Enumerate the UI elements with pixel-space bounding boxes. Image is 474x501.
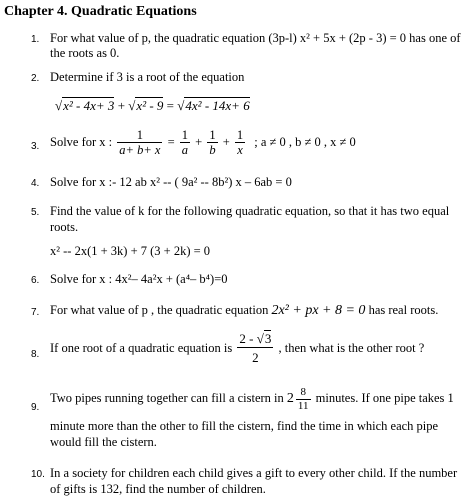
question-9-line-2: minute more than the other to fill the cistern, find the time in which each pipe bbox=[50, 419, 439, 433]
question-5-line-2: roots. bbox=[50, 220, 79, 234]
question-7-text bbox=[50, 303, 438, 319]
radical-sign: √ bbox=[55, 98, 63, 113]
fraction bbox=[207, 128, 217, 158]
denominator: b bbox=[209, 143, 216, 158]
question-7-lead: For what value of p , the quadratic equation bbox=[50, 303, 269, 317]
question-1-line-2: the roots as 0. bbox=[50, 46, 120, 60]
radicand-a: x² - 4x+ 3 bbox=[63, 98, 115, 113]
fraction bbox=[235, 128, 245, 158]
denominator: a+ b+ x bbox=[119, 143, 161, 158]
question-7-equation: 2x² + px + 8 = 0 bbox=[271, 303, 366, 318]
question-2-equation bbox=[55, 98, 250, 114]
radical-sign: √ bbox=[177, 98, 185, 113]
plus-sign: + bbox=[117, 98, 126, 113]
question-1-line-1: For what value of p, the quadratic equation (3p-l) x² + 5x + (2p - 3) = 0 has one of bbox=[50, 31, 461, 45]
numerator: 1 bbox=[236, 128, 244, 142]
question-9-lead: Two pipes running together can fill a cistern in bbox=[50, 391, 284, 406]
denominator: a bbox=[181, 143, 189, 158]
question-3-lead: Solve for x : bbox=[50, 134, 113, 149]
question-5-line-1: Find the value of k for the following quadratic equation, so that it has two equal bbox=[50, 204, 450, 218]
numerator bbox=[237, 332, 273, 348]
fraction bbox=[117, 128, 162, 158]
plus-sign: + bbox=[222, 134, 230, 149]
fraction bbox=[180, 128, 190, 158]
page-title: Chapter 4. Quadratic Equations bbox=[4, 4, 197, 19]
numerator: 8 bbox=[296, 386, 311, 400]
fraction bbox=[237, 332, 273, 366]
question-7-tail: has real roots. bbox=[368, 303, 439, 317]
fraction bbox=[296, 386, 311, 412]
question-3-equation bbox=[50, 128, 356, 158]
equals-sign: = bbox=[166, 98, 175, 113]
question-3-conditions: ; a ≠ 0 , b ≠ 0 , x ≠ 0 bbox=[254, 134, 356, 149]
question-8-text bbox=[50, 332, 424, 366]
question-6-text: Solve for x : 4x²– 4a²x + (a⁴– b⁴)=0 bbox=[50, 272, 228, 286]
question-number: 8. bbox=[31, 349, 40, 360]
question-number: 6. bbox=[31, 275, 40, 286]
numerator-part: 2 - bbox=[239, 331, 254, 346]
mixed-whole: 2 bbox=[286, 391, 294, 407]
question-2-line-1: Determine if 3 is a root of the equation bbox=[50, 70, 245, 84]
question-number: 4. bbox=[31, 178, 40, 189]
denominator: x bbox=[237, 143, 243, 158]
equals-sign: = bbox=[167, 134, 175, 149]
question-number: 10. bbox=[31, 469, 45, 480]
numerator: 1 bbox=[209, 128, 216, 142]
radicand-c: 4x² - 14x+ 6 bbox=[185, 98, 250, 113]
radical-sign: √ bbox=[128, 98, 136, 113]
question-number: 2. bbox=[31, 73, 40, 84]
numerator: 1 bbox=[117, 128, 162, 143]
question-9-tail: minutes. If one pipe takes 1 bbox=[315, 391, 454, 406]
radicand: 3 bbox=[264, 331, 272, 346]
plus-sign: + bbox=[195, 134, 203, 149]
question-4-text: Solve for x :- 12 ab x² -- ( 9a² -- 8b²) x – 6ab = 0 bbox=[50, 175, 292, 189]
mixed-number bbox=[286, 386, 313, 412]
question-number: 3. bbox=[31, 141, 40, 152]
question-9-line-1 bbox=[50, 386, 454, 412]
question-8-tail: , then what is the other root ? bbox=[278, 340, 425, 355]
numerator: 1 bbox=[181, 128, 189, 142]
denominator: 11 bbox=[297, 399, 309, 412]
question-number: 5. bbox=[31, 207, 40, 218]
question-number: 7. bbox=[31, 307, 40, 318]
question-number: 9. bbox=[31, 402, 40, 413]
question-5-equation: x² -- 2x(1 + 3k) + 7 (3 + 2k) = 0 bbox=[50, 244, 211, 258]
question-8-lead: If one root of a quadratic equation is bbox=[50, 340, 233, 355]
question-9-line-3: would fill the cistern. bbox=[50, 435, 157, 449]
denominator: 2 bbox=[252, 349, 259, 365]
radical-sign: √ bbox=[256, 331, 264, 346]
question-10-line-1: In a society for children each child gives a gift to every other child. If the number bbox=[50, 466, 458, 480]
question-number: 1. bbox=[31, 34, 40, 45]
radicand-b: x² - 9 bbox=[136, 98, 164, 113]
question-10-line-2: of gifts is 132, find the number of children. bbox=[50, 482, 266, 496]
